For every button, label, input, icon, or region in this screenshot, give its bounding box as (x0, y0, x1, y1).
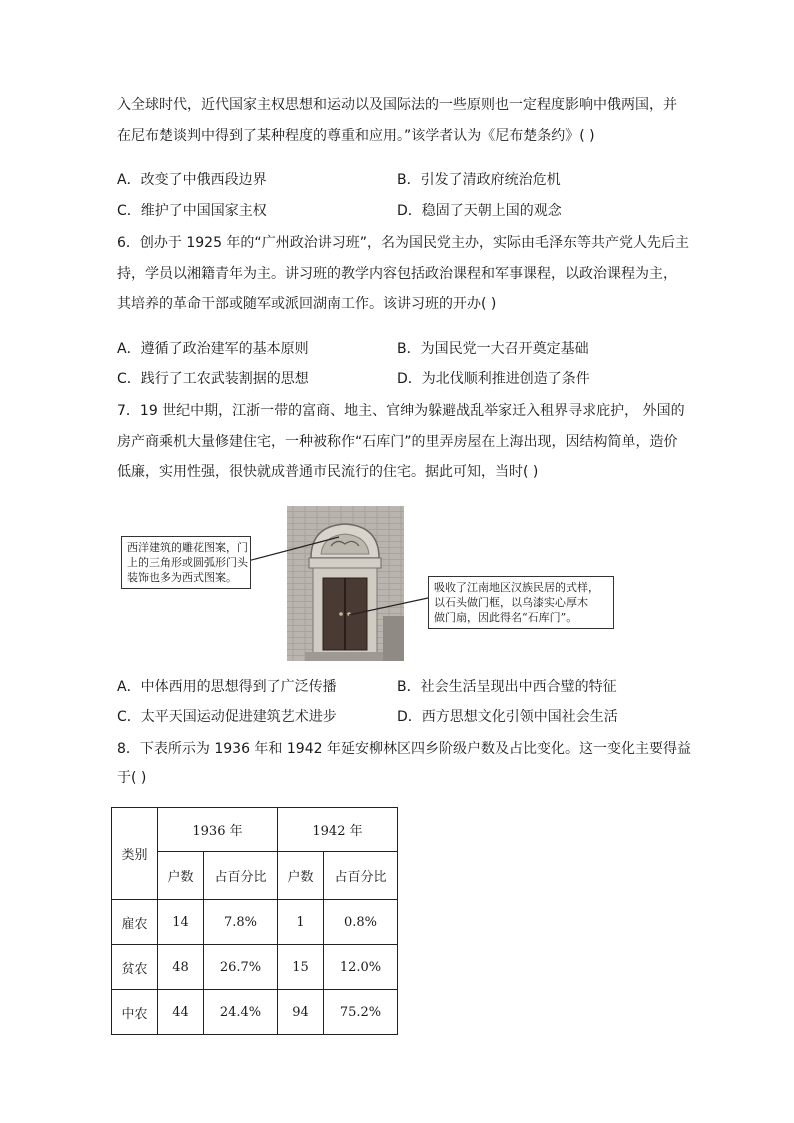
table-row (112, 990, 398, 1035)
q5-option-d: D．稳固了天朝上国的观念 (397, 203, 562, 219)
table-cell-percent-1942: 0.8% (324, 900, 398, 945)
q7-option-b: B．社会生活呈现出中西合璧的特征 (397, 679, 617, 695)
table-cell-households-1942: 1 (278, 900, 324, 945)
table-cell-percent-1942: 12.0% (324, 945, 398, 990)
q6-option-c: C．践行了工农武装割据的思想 (117, 371, 309, 387)
q7-option-a: A．中体西用的思想得到了广泛传播 (117, 679, 337, 695)
callout-left-line-3: 装饰也多为西式图案。 (127, 571, 237, 584)
q8-stem-line-1: 8．下表所示为 1936 年和 1942 年延安柳林区四乡阶级户数及占比变化。这一变化主要得益 (117, 741, 691, 757)
table-cell-households-1942: 15 (278, 945, 324, 990)
q6-stem-line-2: 持，学员以湘籍青年为主。讲习班的教学内容包括政治课程和军事课程，以政治课程为主， (117, 266, 677, 282)
callout-jiangnan-style (428, 576, 614, 629)
q6-option-a: A．遵循了政治建军的基本原则 (117, 341, 309, 357)
callout-right-line-3: 做门扇，因此得名“石库门”。 (434, 611, 578, 624)
callout-left-line-1: 西洋建筑的雕花图案，门 (127, 541, 248, 554)
q7-stem-line-2: 房产商乘机大量修建住宅，一种被称作“石库门”的里弄房屋在上海出现，因结构简单，造价 (117, 434, 678, 450)
q5-option-b: B．引发了清政府统治危机 (397, 172, 561, 188)
callout-left-line-2: 上的三角形或圆弧形门头 (127, 556, 248, 569)
q8-stem-line-2: 于( ) (117, 770, 147, 786)
q7-option-d: D．西方思想文化引领中国社会生活 (397, 709, 618, 725)
shikumen-figure (117, 503, 617, 663)
table-cell-category: 贫农 (112, 945, 158, 990)
table-header-category: 类别 (112, 808, 158, 900)
table-cell-households-1936: 44 (158, 990, 204, 1035)
table-cell-category: 雇农 (112, 900, 158, 945)
table-cell-households-1936: 14 (158, 900, 204, 945)
table-cell-percent-1942: 75.2% (324, 990, 398, 1035)
class-households-table (111, 807, 398, 1035)
table-row (112, 945, 398, 990)
table-cell-percent-1936: 24.4% (204, 990, 278, 1035)
table-header-1942: 1942 年 (278, 808, 398, 852)
callout-right-line-2: 以石头做门框，以乌漆实心厚木 (434, 596, 588, 609)
q7-stem-line-1: 7．19 世纪中期，江浙一带的富商、地主、官绅为躲避战乱举家迁入租界寻求庇护， 外国的 (117, 403, 685, 419)
q5-option-a: A．改变了中俄西段边界 (117, 172, 267, 188)
q6-stem-line-1: 6．创办于 1925 年的“广州政治讲习班”，名为国民党主办，实际由毛泽东等共产党人先后主 (117, 235, 689, 251)
table-subheader-percent-1942: 占百分比 (324, 852, 398, 900)
table-cell-percent-1936: 7.8% (204, 900, 278, 945)
table-subheader-households-1936: 户数 (158, 852, 204, 900)
table-cell-percent-1936: 26.7% (204, 945, 278, 990)
table-cell-households-1936: 48 (158, 945, 204, 990)
table-cell-households-1942: 94 (278, 990, 324, 1035)
q7-option-c: C．太平天国运动促进建筑艺术进步 (117, 709, 337, 725)
q6-option-d: D．为北伐顺利推进创造了条件 (397, 371, 590, 387)
callout-western-decoration (121, 536, 251, 589)
q5-stem-line-1: 入全球时代，近代国家主权思想和运动以及国际法的一些原则也一定程度影响中俄两国，并 (117, 97, 677, 113)
q6-option-b: B．为国民党一大召开奠定基础 (397, 341, 589, 357)
callout-right-line-1: 吸收了江南地区汉族民居的式样， (434, 581, 599, 594)
q7-stem-line-3: 低廉，实用性强，很快就成普通市民流行的住宅。据此可知，当时( ) (117, 464, 539, 480)
q5-option-c: C．维护了中国国家主权 (117, 203, 267, 219)
table-subheader-households-1942: 户数 (278, 852, 324, 900)
table-subheader-percent-1936: 占百分比 (204, 852, 278, 900)
table-row (112, 900, 398, 945)
q5-stem-line-2: 在尼布楚谈判中得到了某种程度的尊重和应用。”该学者认为《尼布楚条约》( ) (117, 128, 595, 144)
table-header-1936: 1936 年 (158, 808, 278, 852)
table-cell-category: 中农 (112, 990, 158, 1035)
q6-stem-line-3: 其培养的革命干部或随军或派回湖南工作。该讲习班的开办( ) (117, 296, 497, 312)
